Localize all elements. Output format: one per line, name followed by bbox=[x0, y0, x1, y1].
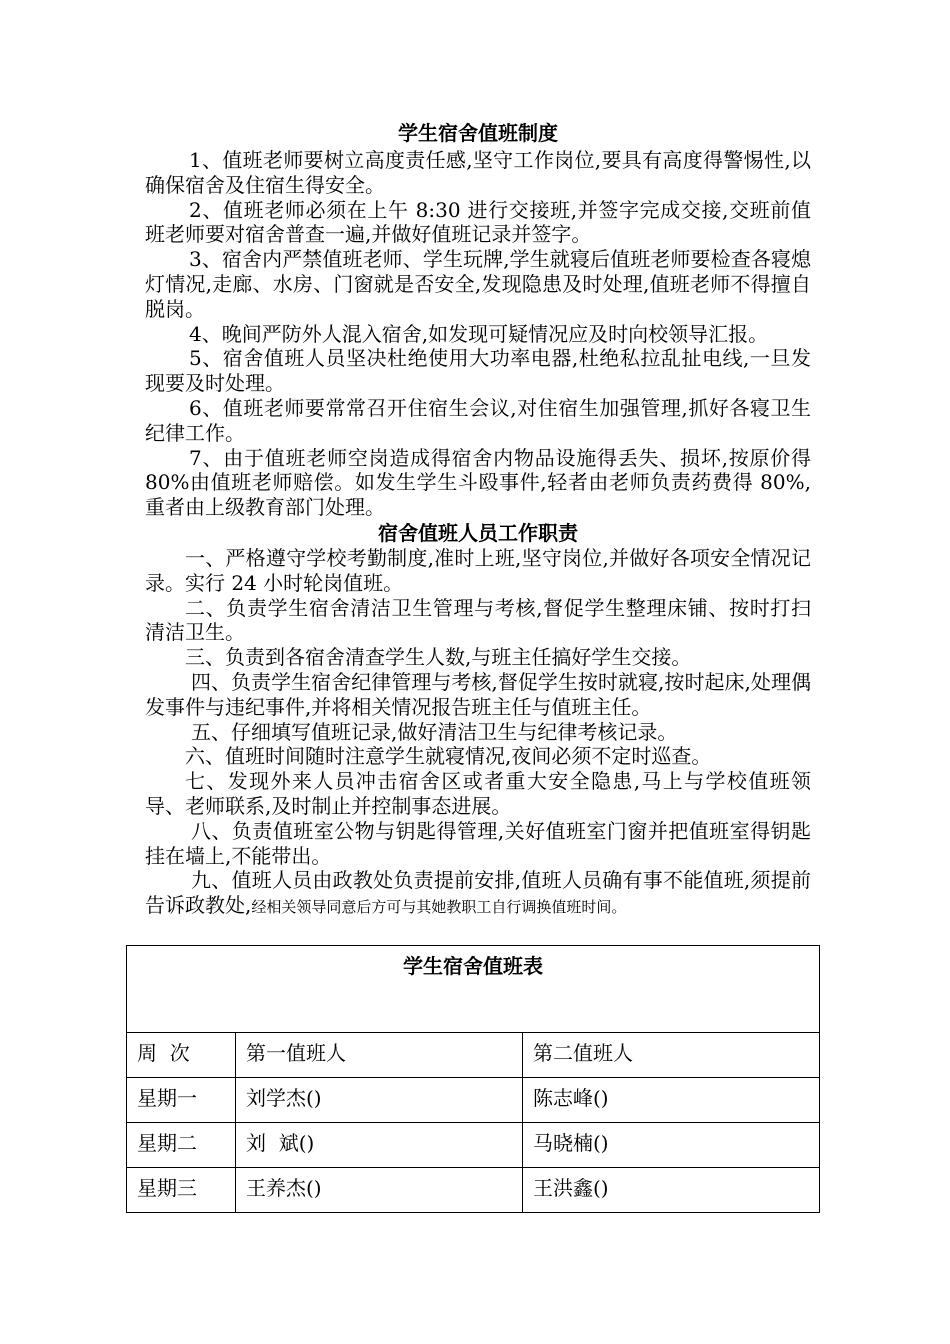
schedule-title: 学生宿舍值班表 bbox=[127, 946, 820, 1033]
table-row bbox=[127, 1078, 820, 1123]
rule-item: 7、由于值班老师空岗造成得宿舍内物品设施得丢失、损坏,按原价得 80%由值班老师赔偿。如发生学生斗殴事件,轻者由老师负责药费得 80%,重者由上级教育部门处理。 bbox=[145, 445, 811, 520]
duty-item: 五、仔细填写值班记录,做好清洁卫生与纪律考核记录。 bbox=[191, 719, 678, 744]
rule-item: 3、宿舍内严禁值班老师、学生玩牌,学生就寝后值班老师要检查各寝熄灯情况,走廊、水房、门窗就是否安全,发现隐患及时处理,值班老师不得擅自脱岗。 bbox=[145, 247, 811, 321]
duty-item: 一、严格遵守学校考勤制度,准时上班,坚守岗位,并做好各项安全情况记录。实行 24 小时轮岗值班。 bbox=[145, 545, 811, 595]
table-row bbox=[127, 1168, 820, 1213]
rules-title: 学生宿舍值班制度 bbox=[398, 121, 558, 145]
duty-item: 七、发现外来人员冲击宿舍区或者重大安全隐患,马上与学校值班领导、老师联系,及时制止并控制事态进展。 bbox=[145, 769, 811, 818]
header-first-on-duty: 第一值班人 bbox=[236, 1033, 523, 1078]
duty-item: 三、负责到各宿舍清查学生人数,与班主任搞好学生交接。 bbox=[185, 645, 692, 670]
duty-item: 六、值班时间随时注意学生就寝情况,夜间必须不定时巡查。 bbox=[185, 744, 712, 769]
duty-schedule-table bbox=[126, 945, 820, 1213]
cell-first: 刘学杰() bbox=[236, 1078, 523, 1123]
cell-day: 星期一 bbox=[127, 1078, 236, 1123]
rule-item: 4、晚间严防外人混入宿舍,如发现可疑情况应及时向校领导汇报。 bbox=[189, 321, 769, 346]
cell-first: 王养杰() bbox=[236, 1168, 523, 1213]
document-body bbox=[145, 118, 811, 920]
duty-item: 二、负责学生宿舍清洁卫生管理与考核,督促学生整理床铺、按时打扫清洁卫生。 bbox=[145, 595, 811, 645]
rule-item: 5、宿舍值班人员坚决杜绝使用大功率电器,杜绝私拉乱扯电线,一旦发现要及时处理。 bbox=[145, 346, 811, 396]
table-row bbox=[127, 1123, 820, 1168]
duty-item-last bbox=[145, 868, 811, 920]
cell-day: 星期二 bbox=[127, 1123, 236, 1168]
header-second-on-duty: 第二值班人 bbox=[523, 1033, 820, 1078]
cell-second: 王洪鑫() bbox=[523, 1168, 820, 1213]
rule-item: 6、值班老师要常常召开住宿生会议,对住宿生加强管理,抓好各寝卫生纪律工作。 bbox=[145, 395, 811, 445]
cell-second: 马晓楠() bbox=[523, 1123, 820, 1168]
duty-item-last-small: 经相关领导同意后方可与其她教职工自行调换值班时间。 bbox=[251, 898, 627, 917]
cell-second: 陈志峰() bbox=[523, 1078, 820, 1123]
duty-item: 四、负责学生宿舍纪律管理与考核,督促学生按时就寝,按时起床,处理偶发事件与违纪事件,并将相关情况报告班主任与值班主任。 bbox=[145, 669, 811, 719]
cell-first: 刘 斌() bbox=[236, 1123, 523, 1168]
duties-title: 宿舍值班人员工作职责 bbox=[378, 520, 578, 545]
rule-item: 1、值班老师要树立高度责任感,坚守工作岗位,要具有高度得警惕性,以确保宿舍及住宿生得安全。 bbox=[145, 148, 811, 197]
duty-item-last-main: 九、值班人员由政教处负责提前安排,值班人员确有事不能值班,须提前告诉政教处, bbox=[145, 868, 811, 918]
cell-day: 星期三 bbox=[127, 1168, 236, 1213]
rule-item: 2、值班老师必须在上午 8:30 进行交接班,并签字完成交接,交班前值班老师要对宿舍普查一遍,并做好值班记录并签字。 bbox=[145, 197, 811, 247]
table-header-row bbox=[127, 1033, 820, 1078]
duty-item: 八、负责值班室公物与钥匙得管理,关好值班室门窗并把值班室得钥匙挂在墙上,不能带出。 bbox=[145, 818, 811, 868]
header-week: 周 次 bbox=[127, 1033, 236, 1078]
